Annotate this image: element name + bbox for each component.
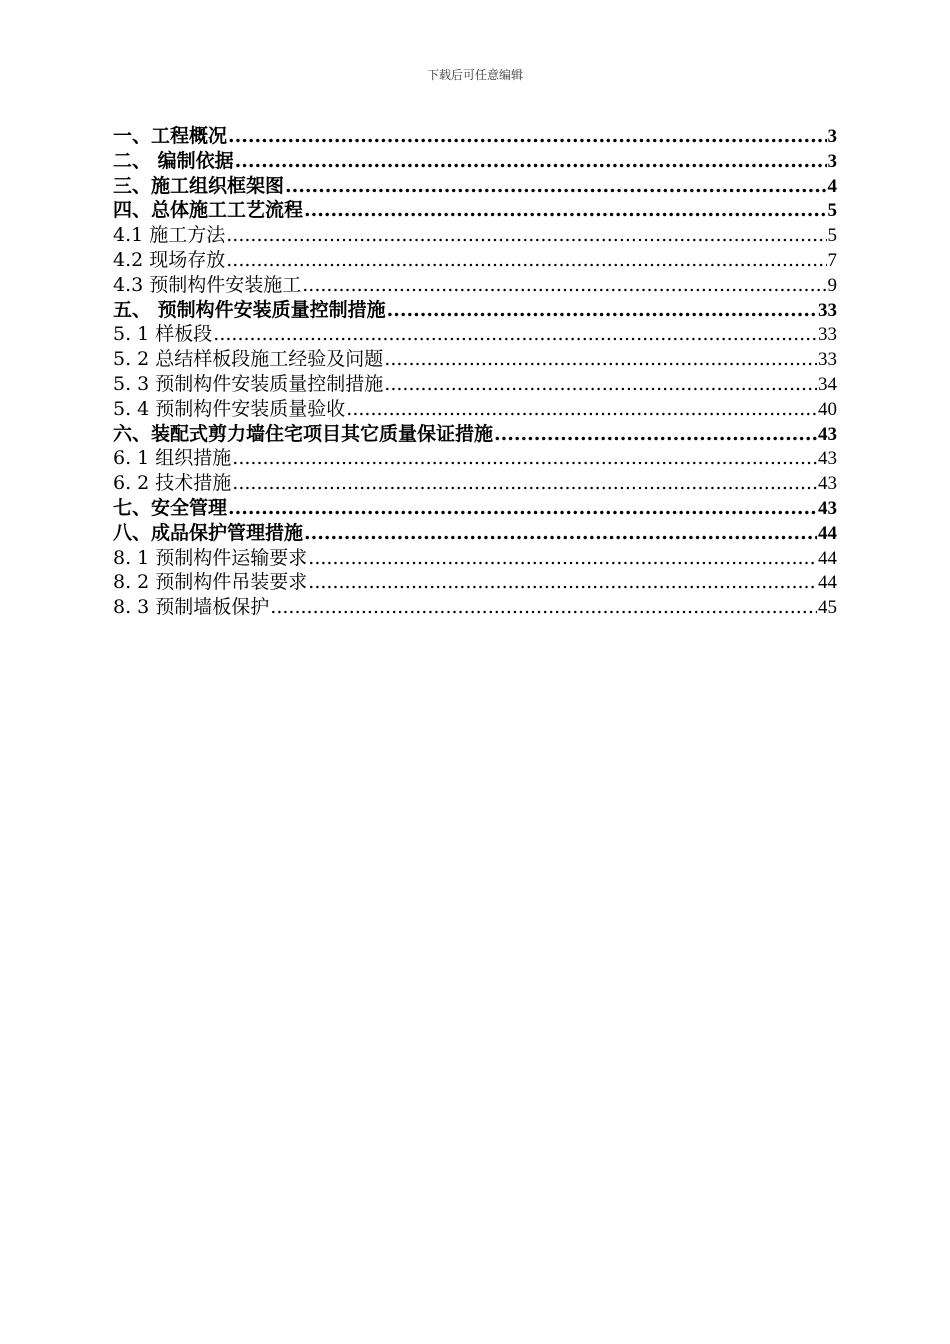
- table-of-contents: [113, 124, 837, 620]
- toc-entry[interactable]: [113, 521, 837, 546]
- toc-entry[interactable]: [113, 223, 837, 248]
- toc-dot-leader: [228, 496, 817, 521]
- toc-dot-leader: [304, 521, 817, 546]
- toc-entry-title: 8. 2 预制构件吊装要求: [113, 571, 308, 594]
- toc-entry-title: 4.1 施工方法: [113, 224, 226, 247]
- toc-entry[interactable]: [113, 124, 837, 149]
- toc-entry-title: 三、施工组织框架图: [113, 174, 285, 197]
- toc-entry-title: 6. 2 技术措施: [113, 472, 232, 495]
- toc-entry[interactable]: [113, 149, 837, 174]
- toc-dot-leader: [494, 422, 817, 447]
- toc-entry[interactable]: [113, 347, 837, 372]
- toc-entry-page: 40: [818, 398, 837, 420]
- toc-dot-leader: [387, 298, 817, 323]
- toc-entry-page: 34: [818, 373, 837, 395]
- toc-entry[interactable]: [113, 372, 837, 397]
- toc-entry-title: 八、成品保护管理措施: [113, 521, 304, 544]
- toc-dot-leader: [235, 149, 827, 174]
- toc-entry[interactable]: [113, 570, 837, 595]
- toc-entry[interactable]: [113, 422, 837, 447]
- toc-entry[interactable]: [113, 496, 837, 521]
- toc-entry[interactable]: [113, 174, 837, 199]
- page-header: 下载后可任意编辑: [426, 68, 523, 82]
- toc-entry-page: 45: [818, 597, 837, 619]
- toc-entry-title: 6. 1 组织措施: [113, 447, 232, 470]
- toc-entry-page: 9: [827, 274, 837, 296]
- toc-entry-title: 一、工程概况: [113, 125, 228, 147]
- toc-entry-page: 43: [818, 497, 837, 519]
- toc-entry-page: 43: [818, 423, 837, 445]
- toc-entry-page: 33: [818, 349, 837, 371]
- toc-entry-page: 3: [827, 150, 837, 172]
- toc-entry-page: 44: [818, 547, 837, 569]
- toc-entry-title: 5. 4 预制构件安装质量验收: [113, 397, 346, 420]
- toc-entry-page: 33: [818, 299, 837, 321]
- toc-dot-leader: [226, 223, 826, 248]
- toc-entry-title: 8. 3 预制墙板保护: [113, 596, 270, 619]
- toc-entry-title: 5. 3 预制构件安装质量控制措施: [113, 372, 384, 395]
- toc-entry-title: 5. 1 样板段: [113, 323, 213, 346]
- toc-entry-title: 4.3 预制构件安装施工: [113, 273, 302, 296]
- toc-dot-leader: [285, 174, 826, 199]
- toc-entry[interactable]: [113, 273, 837, 298]
- toc-entry-title: 二、 编制依据: [113, 149, 234, 172]
- toc-entry[interactable]: [113, 248, 837, 273]
- toc-entry-title: 4.2 现场存放: [113, 248, 226, 271]
- toc-dot-leader: [228, 124, 826, 149]
- toc-dot-leader: [232, 446, 817, 471]
- toc-entry-page: 7: [827, 249, 837, 271]
- toc-dot-leader: [384, 372, 817, 397]
- toc-entry-title: 8. 1 预制构件运输要求: [113, 546, 308, 569]
- toc-entry[interactable]: [113, 322, 837, 347]
- toc-entry-page: 4: [827, 175, 837, 197]
- toc-entry[interactable]: [113, 298, 837, 323]
- toc-dot-leader: [308, 570, 817, 595]
- toc-entry-page: 43: [818, 473, 837, 495]
- toc-entry-title: 七、安全管理: [113, 496, 228, 519]
- toc-entry-page: 3: [827, 126, 837, 147]
- toc-entry[interactable]: [113, 471, 837, 496]
- toc-entry-page: 43: [818, 448, 837, 470]
- toc-entry-page: 5: [827, 200, 837, 222]
- toc-entry-page: 44: [818, 522, 837, 544]
- toc-entry-title: 四、总体施工工艺流程: [113, 199, 304, 222]
- toc-entry[interactable]: [113, 198, 837, 223]
- toc-entry-page: 33: [818, 324, 837, 346]
- toc-entry-title: 六、装配式剪力墙住宅项目其它质量保证措施: [113, 422, 494, 445]
- toc-dot-leader: [346, 397, 817, 422]
- toc-entry[interactable]: [113, 595, 837, 620]
- toc-dot-leader: [302, 273, 826, 298]
- toc-dot-leader: [270, 595, 817, 620]
- toc-entry[interactable]: [113, 397, 837, 422]
- toc-entry[interactable]: [113, 546, 837, 571]
- toc-entry[interactable]: [113, 446, 837, 471]
- toc-dot-leader: [304, 198, 826, 223]
- toc-dot-leader: [226, 248, 826, 273]
- toc-dot-leader: [232, 471, 817, 496]
- toc-entry-title: 5. 2 总结样板段施工经验及问题: [113, 348, 384, 371]
- toc-entry-title: 五、 预制构件安装质量控制措施: [113, 298, 386, 321]
- toc-dot-leader: [308, 546, 817, 571]
- toc-entry-page: 5: [827, 225, 837, 247]
- toc-dot-leader: [213, 322, 817, 347]
- toc-dot-leader: [384, 347, 817, 372]
- toc-entry-page: 44: [818, 572, 837, 594]
